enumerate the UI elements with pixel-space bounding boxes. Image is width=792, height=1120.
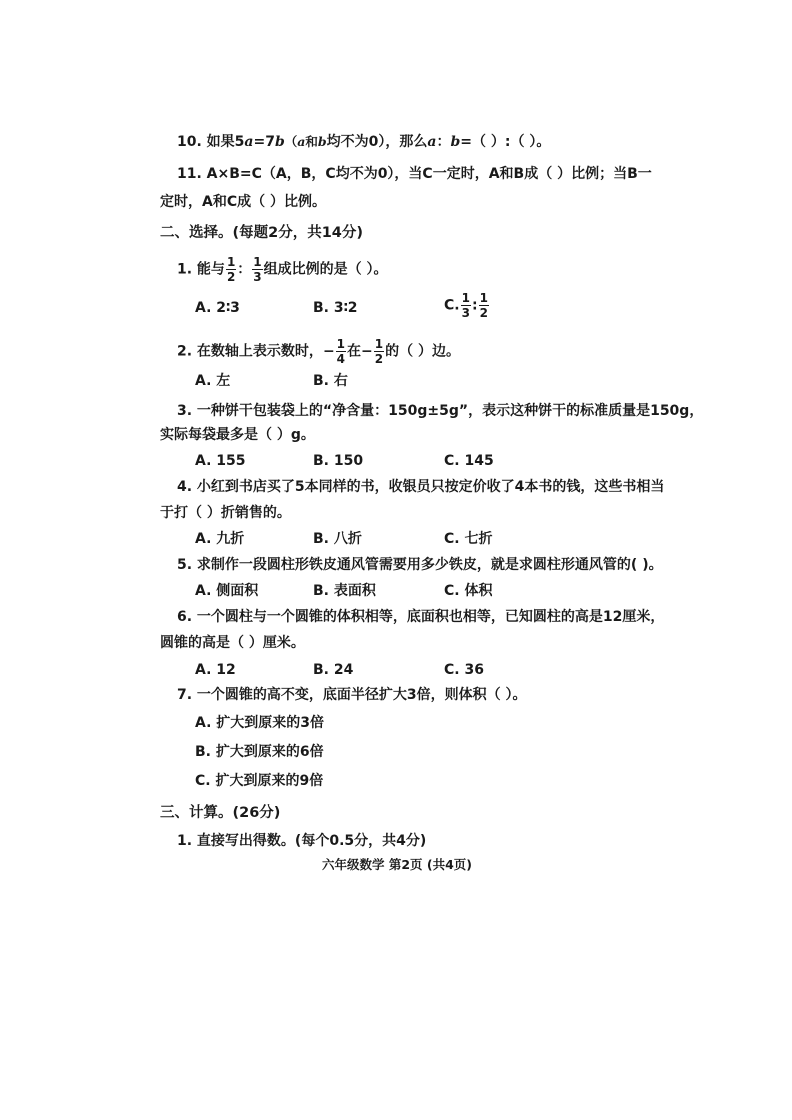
q6-option-b: B. 24 bbox=[313, 662, 354, 678]
var-a: a bbox=[244, 134, 254, 150]
q7-option-a: A. 扩大到原来的3倍 bbox=[195, 715, 325, 731]
q3-option-b: B. 150 bbox=[313, 453, 364, 469]
choice-question-3-line-1: 3. 一种饼干包装袋上的“净含量：150g±5g”，表示这种饼干的标准质量是150g， bbox=[177, 403, 704, 419]
fraction: $\frac{1}{2}$ bbox=[226, 255, 236, 284]
q7-option-c: C. 扩大到原来的9倍 bbox=[195, 773, 324, 789]
q5-option-c: C. 体积 bbox=[444, 583, 493, 599]
q4-option-b: B. 八折 bbox=[313, 531, 362, 547]
q2-option-b: B. 右 bbox=[313, 373, 348, 389]
q1-option-b: B. 3∶2 bbox=[313, 300, 358, 316]
q6-option-a: A. 12 bbox=[195, 662, 236, 678]
q1-option-c: C. $\frac{1}{3}$ : $\frac{1}{2}$ bbox=[444, 291, 488, 320]
choice-question-5: 5. 求制作一段圆柱形铁皮通风管需要用多少铁皮，就是求圆柱形通风管的( )。 bbox=[177, 557, 663, 573]
fraction: $\frac{1}{2}$ bbox=[479, 291, 488, 320]
section-3-title: 三、计算。(26分) bbox=[160, 805, 281, 821]
fraction: $\frac{1}{3}$ bbox=[253, 255, 262, 284]
page-footer: 六年级数学 第2页 (共4页) bbox=[322, 857, 473, 872]
var-b: b bbox=[274, 134, 285, 150]
choice-question-6-line-1: 6. 一个圆柱与一个圆锥的体积相等，底面积也相等，已知圆柱的高是12厘米， bbox=[177, 609, 665, 625]
q3-option-c: C. 145 bbox=[444, 453, 494, 469]
q7-option-b: B. 扩大到原来的6倍 bbox=[195, 744, 324, 760]
choice-question-1: 1. 能与 $\frac{1}{2}$ ： $\frac{1}{3}$ 组成比例的是（ ）。 bbox=[177, 255, 388, 284]
choice-question-6-line-2: 圆锥的高是（ ）厘米。 bbox=[160, 635, 305, 651]
fraction: $\frac{1}{3}$ bbox=[461, 291, 470, 320]
choice-question-4-line-2: 于打（ ）折销售的。 bbox=[160, 505, 291, 521]
fraction: $\frac{1}{2}$ bbox=[374, 337, 384, 366]
question-11-line-2: 定时，A和C成（ ）比例。 bbox=[160, 194, 326, 210]
q4-option-a: A. 九折 bbox=[195, 531, 245, 547]
q3-option-a: A. 155 bbox=[195, 453, 246, 469]
fraction: $\frac{1}{4}$ bbox=[336, 337, 346, 366]
section-2-title: 二、选择。(每题2分，共14分) bbox=[160, 225, 364, 241]
q1-option-a: A. 2∶3 bbox=[195, 300, 240, 316]
choice-question-7: 7. 一个圆锥的高不变，底面半径扩大3倍，则体积（ ）。 bbox=[177, 687, 527, 703]
question-11-line-1: 11. A×B=C（A，B，C均不为0），当C一定时，A和B成（ ）比例；当B一 bbox=[177, 166, 652, 182]
q5-option-a: A. 侧面积 bbox=[195, 583, 259, 599]
q2-option-a: A. 左 bbox=[195, 373, 231, 389]
q4-option-c: C. 七折 bbox=[444, 531, 493, 547]
q6-option-c: C. 36 bbox=[444, 662, 484, 678]
choice-question-3-line-2: 实际每袋最多是（ ）g。 bbox=[160, 427, 315, 443]
q5-option-b: B. 表面积 bbox=[313, 583, 376, 599]
calc-question-1: 1. 直接写出得数。(每个0.5分，共4分) bbox=[177, 833, 427, 849]
question-10: 10. 如果5a=7b（a和b均不为0），那么a：b=（ ）:（ ）。 bbox=[177, 134, 551, 150]
choice-question-4-line-1: 4. 小红到书店买了5本同样的书，收银员只按定价收了4本书的钱，这些书相当 bbox=[177, 479, 665, 495]
choice-question-2: 2. 在数轴上表示数时，− $\frac{1}{4}$ 在− $\frac{1}{2}$ 的（ ）边。 bbox=[177, 337, 460, 366]
